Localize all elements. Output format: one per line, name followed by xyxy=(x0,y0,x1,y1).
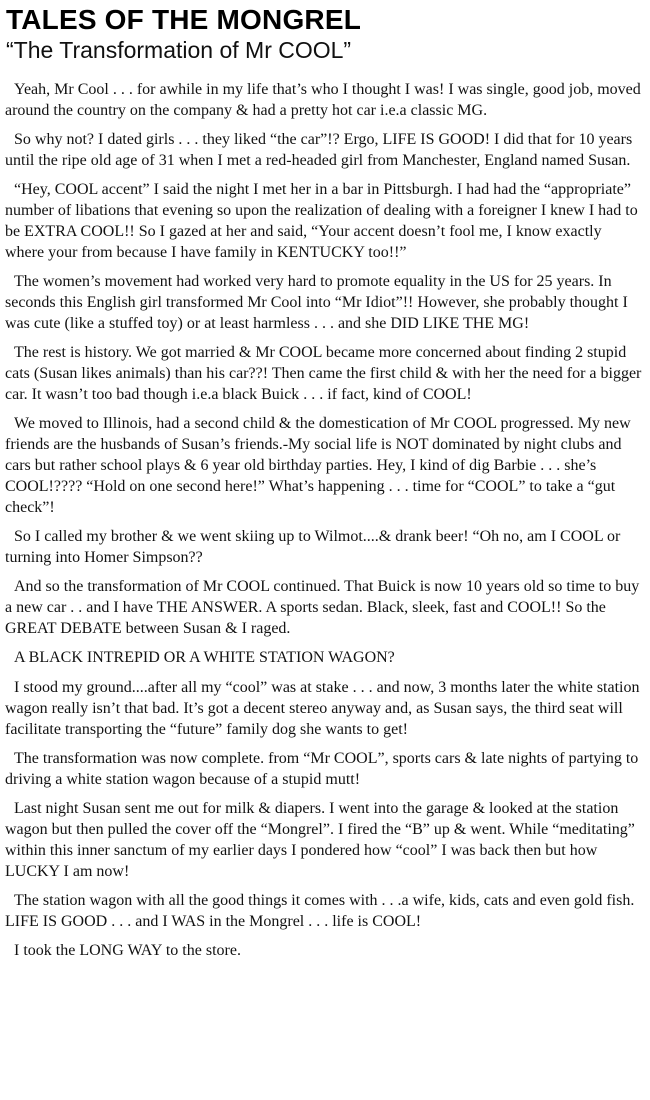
debate-question-line: A BLACK INTREPID OR A WHITE STATION WAGON? xyxy=(14,649,395,666)
paragraph-7: So I called my brother & we went skiing up to Wilmot....& drank beer! “Oh no, am I COOL or turning into Homer Simpson?? xyxy=(5,528,621,566)
paragraph-5: The rest is history. We got married & Mr COOL became more concerned about finding 2 stupid cats (Susan likes animals) than his car??! Then came the first child & with her the need for a bigger car. It wasn’t too bad though i.e.a black Buick . . . if fact, kind of COOL! xyxy=(5,344,642,403)
paragraph-4: The women’s movement had worked very hard to promote equality in the US for 25 years. In seconds this English girl transformed Mr Cool into “Mr Idiot”!! However, she probably thought I was cute (like a stuffed toy) or at least harmless . . . and she DID LIKE THE MG! xyxy=(5,273,628,332)
paragraph-8: And so the transformation of Mr COOL continued. That Buick is now 10 years old so time to buy a new car . . and I have THE ANSWER. A sports sedan. Black, sleek, fast and COOL!! So the GREAT DEBATE between Susan & I raged. xyxy=(5,578,640,637)
paragraph-1: Yeah, Mr Cool . . . for awhile in my life that’s who I thought I was! I was single, good job, moved around the country on the company & had a pretty hot car i.e.a classic MG. xyxy=(5,81,641,119)
paragraph-11: The transformation was now complete. from “Mr COOL”, sports cars & late nights of partying to driving a white station wagon because of a stupid mutt! xyxy=(5,750,639,788)
paragraph-12: Last night Susan sent me out for milk & diapers. I went into the garage & looked at the station wagon but then pulled the cover off the “Mongrel”. I fired the “B” up & went. While “meditating” within this inner sanctum of my earlier days I pondered how “cool” I was back then but how LUCKY I am now! xyxy=(5,800,635,880)
page-subtitle: “The Transformation of Mr COOL” xyxy=(6,37,352,63)
paragraph-10: I stood my ground....after all my “cool” was at stake . . . and now, 3 months later the white station wagon really isn’t that bad. It’s got a decent stereo anyway and, as Susan says, the third seat will facilitate transporting the “future” family dog she wants to get! xyxy=(5,679,640,738)
page-title: TALES OF THE MONGREL xyxy=(6,4,362,35)
paragraph-3: “Hey, COOL accent” I said the night I met her in a bar in Pittsburgh. I had had the “appropriate” number of libations that evening so upon the realization of dealing with a foreigner I knew I had to be EXTRA COOL!! So I gazed at her and said, “Your accent doesn’t fool me, I know exactly where your from because I have family in KENTUCKY too!!” xyxy=(5,181,638,261)
paragraph-2: So why not? I dated girls . . . they liked “the car”!? Ergo, LIFE IS GOOD! I did that for 10 years until the ripe old age of 31 when I met a red-headed girl from Manchester, England named Susan. xyxy=(5,131,633,169)
paragraph-14: I took the LONG WAY to the store. xyxy=(14,942,241,959)
paragraph-13: The station wagon with all the good things it comes with . . .a wife, kids, cats and even gold fish. LIFE IS GOOD . . . and I WAS in the Mongrel . . . life is COOL! xyxy=(5,892,635,930)
paragraph-6: We moved to Illinois, had a second child & the domestication of Mr COOL progressed. My new friends are the husbands of Susan’s friends.-My social life is NOT dominated by night clubs and cars but rather school plays & 6 year old birthday parties. Hey, I kind of dig Barbie . . . she’s COOL!???? “Hold on one second here!” What’s happening . . . time for “COOL” to take a “gut check”! xyxy=(5,415,631,516)
story-body xyxy=(5,79,644,961)
